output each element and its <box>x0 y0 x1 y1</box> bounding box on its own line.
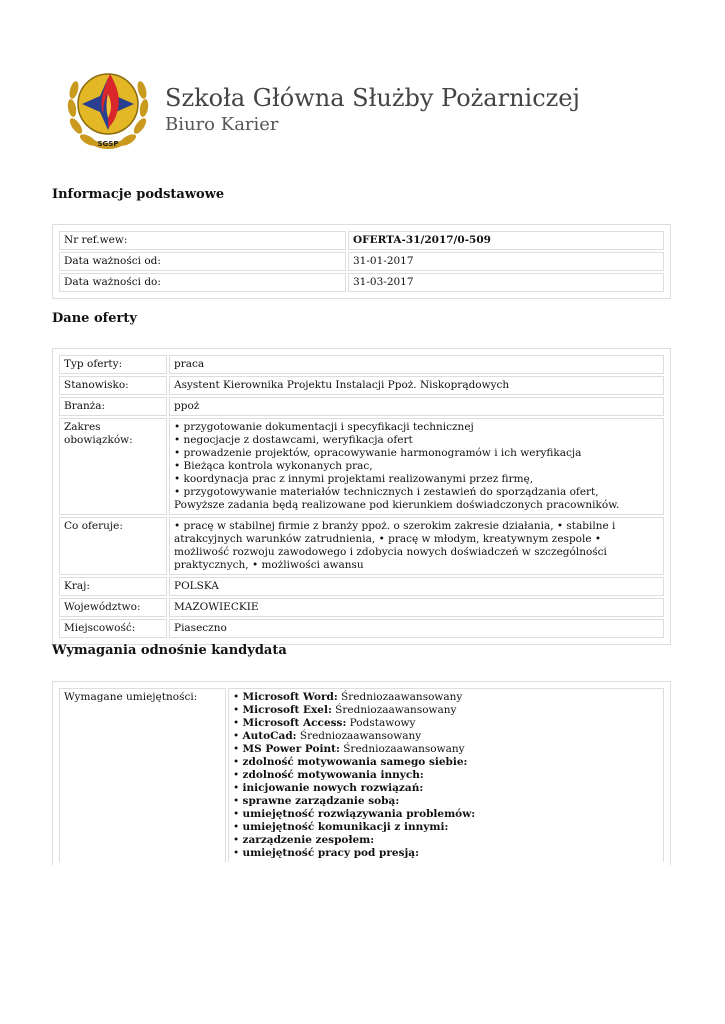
country-value: POLSKA <box>169 577 664 596</box>
skill-item <box>233 769 659 782</box>
list-item: • przygotowywanie materiałów technicznych i zestawień do sporządzania ofert, <box>174 486 599 498</box>
valid-to-label: Data ważności do: <box>59 273 346 292</box>
skill-bullet: • <box>233 769 243 781</box>
valid-from-label: Data ważności od: <box>59 252 346 271</box>
country-label: Kraj: <box>59 577 167 596</box>
basic-info-box <box>52 224 671 299</box>
table-row <box>59 231 664 250</box>
skill-bullet: • <box>233 808 243 820</box>
table-row <box>59 688 664 862</box>
province-label: Województwo: <box>59 598 167 617</box>
skill-item <box>233 743 659 756</box>
skill-item <box>233 717 659 730</box>
institution-subtitle: Biuro Karier <box>165 114 279 135</box>
skill-bullet: • <box>233 821 243 833</box>
duties-value <box>169 418 664 515</box>
list-item: Powyższe zadania będą realizowane pod kierunkiem doświadczonych pracowników. <box>174 499 620 511</box>
table-row <box>59 252 664 271</box>
basic-info-table <box>57 229 666 294</box>
table-row <box>59 577 664 596</box>
table-row <box>59 619 664 638</box>
city-value: Piaseczno <box>169 619 664 638</box>
skill-item <box>233 795 659 808</box>
type-label: Typ oferty: <box>59 355 167 374</box>
skill-bullet: • <box>233 795 243 807</box>
list-item: • przygotowanie dokumentacji i specyfikacji technicznej <box>174 421 474 433</box>
skill-bullet: • <box>233 834 243 846</box>
skill-name: Microsoft Exel: <box>242 704 332 716</box>
position-label: Stanowisko: <box>59 376 167 395</box>
table-row <box>59 397 664 416</box>
skills-value <box>228 688 664 862</box>
ref-value: OFERTA-31/2017/0-509 <box>348 231 664 250</box>
skill-item <box>233 756 659 769</box>
svg-text:SGSP: SGSP <box>97 140 119 148</box>
skill-name: zdolność motywowania samego siebie: <box>242 756 468 768</box>
position-value: Asystent Kierownika Projektu Instalacji Ppoż. Niskoprądowych <box>169 376 664 395</box>
skill-name: Microsoft Access: <box>242 717 347 729</box>
table-row <box>59 376 664 395</box>
skill-name: sprawne zarządzanie sobą: <box>242 795 400 807</box>
skill-bullet: • <box>233 782 243 794</box>
skill-name: umiejętność komunikacji z innymi: <box>242 821 449 833</box>
sgsp-logo <box>60 58 156 154</box>
list-item: • koordynacja prac z innymi projektami realizowanymi przez firmę, <box>174 473 534 485</box>
skill-bullet: • <box>233 717 243 729</box>
skill-bullet: • <box>233 704 243 716</box>
industry-value: ppoż <box>169 397 664 416</box>
skill-name: AutoCad: <box>242 730 297 742</box>
offer-box <box>52 348 671 645</box>
ref-label: Nr ref.wew: <box>59 231 346 250</box>
skill-item <box>233 808 659 821</box>
offers-value: • pracę w stabilnej firmie z branży ppoż. o szerokim zakresie działania, • stabilne i atrakcyjnych warunków zatrudnienia, • pracę w młodym, kreatywnym zespole • możliwość rozwoju zawodowego i zdobycia nowych doświadczeń w szczególności praktycznych, • możliwości awansu <box>169 517 664 575</box>
skill-level: Średniozaawansowany <box>339 743 465 755</box>
offers-label: Co oferuje: <box>59 517 167 575</box>
valid-to-value: 31-03-2017 <box>348 273 664 292</box>
skills-label: Wymagane umiejętności: <box>59 688 226 862</box>
skill-item <box>233 730 659 743</box>
table-row <box>59 355 664 374</box>
list-item: • Bieżąca kontrola wykonanych prac, <box>174 460 373 472</box>
requirements-box <box>52 681 671 865</box>
skill-item <box>233 704 659 717</box>
skill-level: Średniozaawansowany <box>296 730 422 742</box>
province-value: MAZOWIECKIE <box>169 598 664 617</box>
section-title-offer: Dane oferty <box>52 311 137 326</box>
skill-level: Średniozaawansowany <box>337 691 463 703</box>
valid-from-value: 31-01-2017 <box>348 252 664 271</box>
table-row <box>59 273 664 292</box>
skill-item <box>233 821 659 834</box>
skill-item <box>233 847 659 860</box>
skill-item <box>233 834 659 847</box>
type-value: praca <box>169 355 664 374</box>
skill-item <box>233 782 659 795</box>
table-row <box>59 418 664 515</box>
skill-name: zdolność motywowania innych: <box>242 769 424 781</box>
skill-name: umiejętność pracy pod presją: <box>242 847 419 859</box>
duties-label: Zakres obowiązków: <box>59 418 167 515</box>
section-title-requirements: Wymagania odnośnie kandydata <box>52 643 287 658</box>
offer-table <box>57 353 666 640</box>
skill-name: MS Power Point: <box>242 743 340 755</box>
table-row <box>59 517 664 575</box>
skill-name: zarządzenie zespołem: <box>242 834 375 846</box>
list-item: • negocjacje z dostawcami, weryfikacja ofert <box>174 434 413 446</box>
skill-name: umiejętność rozwiązywania problemów: <box>242 808 476 820</box>
skill-bullet: • <box>233 743 243 755</box>
skill-bullet: • <box>233 847 243 859</box>
city-label: Miejscowość: <box>59 619 167 638</box>
list-item: • prowadzenie projektów, opracowywanie harmonogramów i ich weryfikacja <box>174 447 582 459</box>
page-header <box>60 58 660 158</box>
industry-label: Branża: <box>59 397 167 416</box>
skill-name: inicjowanie nowych rozwiązań: <box>242 782 424 794</box>
institution-title: Szkoła Główna Służby Pożarniczej <box>165 84 580 112</box>
skill-level: Średniozaawansowany <box>331 704 457 716</box>
skill-bullet: • <box>233 691 243 703</box>
requirements-table <box>57 686 666 864</box>
skill-name: Microsoft Word: <box>242 691 338 703</box>
skill-bullet: • <box>233 730 243 742</box>
skill-level: Podstawowy <box>346 717 416 729</box>
skill-item <box>233 691 659 704</box>
skill-bullet: • <box>233 756 243 768</box>
section-title-basic: Informacje podstawowe <box>52 187 225 202</box>
table-row <box>59 598 664 617</box>
